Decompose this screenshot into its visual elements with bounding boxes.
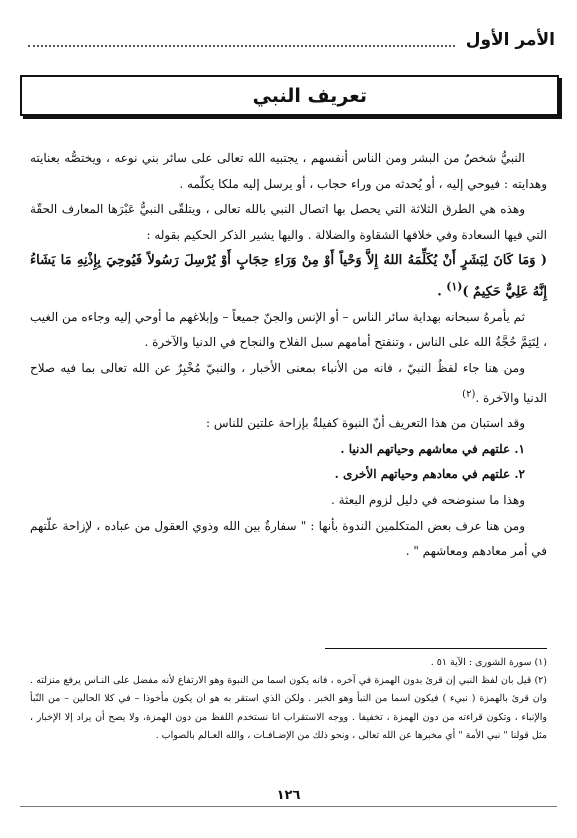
footer-rule — [20, 806, 557, 807]
list-item-1: ١. علتهم في معاشهم وحياتهم الدنيا . — [340, 441, 525, 456]
footnote-2: (٢) قيل بان لفظ النبي إن قرئ بدون الهمزة في آخره ، فانه يكون اسما من النبوة وهو الارتفاع لأنه مفضل على النـاس يرفع منزلته . وان قرئ بالهمزة ( نبيء ) فيكون اسما من النبأ وهو الخبر . ولكن الذي استقر به هو ان يكون مأخوذا – في كلا الحالين – من النّبأ والإنباء ، وتكون قراءته من دون الهمزة ، تخفيفا . ووجه الاستقراب انا نستخدم اللفظ من دون الهمزة، ولا يصح أن يراد إلا الإخبار ، مثل قولنا " نبي الأمة " أي مخبرها عن الله تعالى ، ونحو ذلك من الإضـافـات ، والله العـالم بالصواب . — [30, 675, 547, 741]
paragraph-4-text: ومن هنا جاء لفظُ النبيّ ، فانه من الأنباء بمعنى الأخبار ، والنبيّ مُخْبِرٌ عن الله تعالى بما فيه صلاح الدنيا والآخرة . — [30, 361, 547, 405]
paragraph-6: وهذا ما سنوضحه في دليل لزوم البعثة . — [330, 493, 525, 508]
footnotes — [30, 654, 547, 745]
paragraph-7: ومن هنا عرف بعض المتكلمين الندوة بأنها : " سفارةٌ بين الله وذوي العقول من عباده ، لإزاحة علّتهم في أمر معادهم ومعاشهم " . — [30, 518, 547, 559]
paragraph-5: وقد استبان من هذا التعريف أنّ النبوة كفيلةٌ بإزاحة علتين للناس : — [206, 416, 525, 431]
footnote-rule — [325, 648, 547, 649]
body-text — [30, 146, 547, 565]
paragraph-4 — [30, 356, 547, 411]
section-title: تعريف النبي — [252, 84, 367, 107]
title-box — [20, 75, 559, 116]
quran-verse-text: ( وَمَا كَانَ لِبَشَرٍ أَنْ يُكَلِّمَهُ اللهُ إِلاَّ وَحْياً أَوْ مِنْ وَرَاءِ حِجَابٍ أَوْ يُرْسِلَ رَسُولاً فَيُوحِيَ بِإِذْنِهِ مَا يَشَاءُ إِنَّهُ عَلِيٌّ حَكِيمٌ ) — [30, 253, 547, 300]
paragraph-1: النبيُّ شخصٌ من البشر ومن الناس أنفسهم ، يجتبيه الله تعالى على سائر بني نوعه ، ويختصُّه بعنايته وهدايته : فيوحي إليه ، أو يُحدثه من وراء حجاب ، أو يرسل إليه ملكا يكلّمه . — [30, 151, 547, 191]
footnote-marker-1: (١) — [446, 279, 463, 293]
footnote-marker-2: (٢) — [462, 388, 476, 400]
quran-verse: ( وَمَا كَانَ لِبَشَرٍ أَنْ يُكَلِّمَهُ اللهُ إِلاَّ وَحْياً أَوْ مِنْ وَرَاءِ حِجَابٍ أَوْ يُرْسِلَ رَسُولاً فَيُوحِيَ بِإِذْنِهِ مَا يَشَاءُ إِنَّهُ عَلِيٌّ حَكِيمٌ )$^{(١)}$ . — [30, 253, 547, 300]
running-header: الأمر الأول — [465, 30, 555, 50]
footnote-1: (١) سورة الشورى : الآية ٥١ . — [430, 657, 547, 668]
paragraph-2: وهذه هي الطرق الثلاثة التي يحصل بها اتصال النبي بالله تعالى ، ويتلقّى النبيُّ عَبْرَها المعارف الحقّة التي فيها السعادة وفي خلافها الشقاوة والضلالة . واليها يشير الذكر الحكيم بقوله : — [30, 202, 547, 242]
paragraph-3: ثم يأمرهُ سبحانه بهداية سائر الناس – أو الإنس والجنّ جميعاً – وإبلاغهم ما أوحي إليه وجاءه من الغيب ، لِتَتِمَّ حُجَّةُ الله على الناس ، وتنفتح أمامهم سبل الفلاح والنجاح في الدنيا والآخرة . — [30, 309, 547, 350]
list-item-2: ٢. علتهم في معادهم وحياتهم الأخرى . — [334, 467, 525, 482]
header-rule — [28, 45, 455, 47]
page-number: ١٢٦ — [276, 788, 301, 803]
